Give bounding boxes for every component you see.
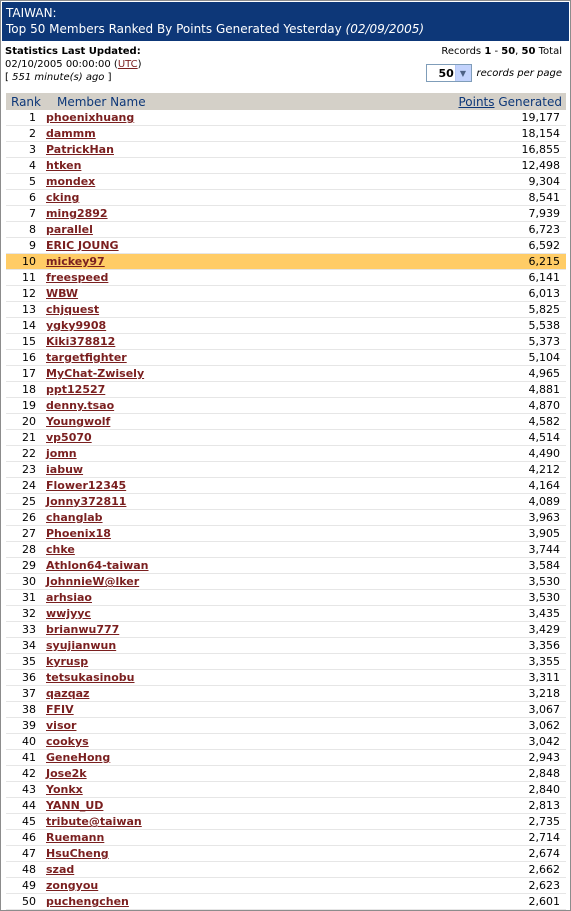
records-total: 50 xyxy=(521,46,536,57)
row-rank: 1 xyxy=(29,111,36,124)
row-points: 3,530 xyxy=(528,591,560,604)
member-name-link[interactable]: Jonny372811 xyxy=(46,495,127,508)
row-rank: 22 xyxy=(22,447,36,460)
table-row xyxy=(6,750,566,766)
row-points: 2,943 xyxy=(528,751,560,764)
row-points: 6,592 xyxy=(528,239,560,252)
table-row xyxy=(6,382,566,398)
member-name-link[interactable]: cookys xyxy=(46,735,89,748)
table-row xyxy=(6,782,566,798)
table-row xyxy=(6,734,566,750)
table-row xyxy=(6,830,566,846)
table-row xyxy=(6,574,566,590)
table-row xyxy=(6,430,566,446)
title-date: (02/09/2005) xyxy=(345,22,425,36)
row-points: 3,429 xyxy=(528,623,560,636)
row-rank: 13 xyxy=(22,303,36,316)
member-name-link[interactable]: JohnnieW@lker xyxy=(46,575,140,588)
row-points: 3,744 xyxy=(528,543,560,556)
row-points: 4,870 xyxy=(528,399,560,412)
table-row xyxy=(6,158,566,174)
records-summary: Records 1 - 50, 50 Total xyxy=(441,46,562,57)
table-row xyxy=(6,318,566,334)
stats-label: Statistics Last Updated: xyxy=(5,46,141,57)
member-name-link[interactable]: syujianwun xyxy=(46,639,117,652)
table-header xyxy=(6,93,566,110)
row-rank: 10 xyxy=(22,255,36,268)
table-row xyxy=(6,270,566,286)
member-name-link[interactable]: iabuw xyxy=(46,463,84,476)
row-rank: 9 xyxy=(29,239,36,252)
row-rank: 48 xyxy=(22,863,36,876)
row-rank: 25 xyxy=(22,495,36,508)
member-name-link[interactable]: mondex xyxy=(46,175,96,188)
table-row xyxy=(6,670,566,686)
table-row xyxy=(6,302,566,318)
row-rank: 50 xyxy=(22,895,36,908)
member-name-link[interactable]: changlab xyxy=(46,511,103,524)
row-points: 4,582 xyxy=(528,415,560,428)
row-points: 12,498 xyxy=(521,159,560,172)
row-rank: 43 xyxy=(22,783,36,796)
member-name-link[interactable]: Yonkx xyxy=(46,783,83,796)
row-points: 5,538 xyxy=(528,319,560,332)
row-rank: 29 xyxy=(22,559,36,572)
table-row xyxy=(6,766,566,782)
row-points: 6,141 xyxy=(528,271,560,284)
table-row xyxy=(6,638,566,654)
row-rank: 42 xyxy=(22,767,36,780)
col-rank: Rank xyxy=(11,94,41,109)
per-page-control xyxy=(426,64,563,82)
member-name-link[interactable]: chke xyxy=(46,543,75,556)
row-points: 6,723 xyxy=(528,223,560,236)
table-row xyxy=(6,238,566,254)
member-name-link[interactable]: ming2892 xyxy=(46,207,108,220)
table-row xyxy=(6,862,566,878)
member-name-link[interactable]: puchengchen xyxy=(46,895,129,908)
row-rank: 30 xyxy=(22,575,36,588)
row-rank: 17 xyxy=(22,367,36,380)
row-points: 3,218 xyxy=(528,687,560,700)
table-row xyxy=(6,526,566,542)
table-row xyxy=(6,798,566,814)
member-name-link[interactable]: denny.tsao xyxy=(46,399,115,412)
row-rank: 34 xyxy=(22,639,36,652)
table-row xyxy=(6,814,566,830)
row-rank: 31 xyxy=(22,591,36,604)
stats-timestamp-line: 02/10/2005 00:00:00 (UTC) xyxy=(5,59,142,70)
records-total-label: Total xyxy=(538,46,562,57)
table-row xyxy=(6,366,566,382)
row-points: 2,840 xyxy=(528,783,560,796)
row-points: 4,881 xyxy=(528,383,560,396)
row-rank: 2 xyxy=(29,127,36,140)
table-row xyxy=(6,446,566,462)
row-points: 2,623 xyxy=(528,879,560,892)
sort-points-link[interactable]: Points xyxy=(458,94,495,109)
ranking-table xyxy=(6,93,566,910)
stats-info xyxy=(5,45,142,84)
member-name-link[interactable]: htken xyxy=(46,159,82,172)
col-points xyxy=(416,95,566,109)
table-row xyxy=(6,350,566,366)
row-rank: 47 xyxy=(22,847,36,860)
member-name-link[interactable]: phoenixhuang xyxy=(46,111,135,124)
row-rank: 37 xyxy=(22,687,36,700)
title-text: Top 50 Members Ranked By Points Generated Yesterday xyxy=(6,22,342,36)
row-points: 6,215 xyxy=(528,255,560,268)
table-row xyxy=(6,334,566,350)
member-name-link[interactable]: zongyou xyxy=(46,879,99,892)
col-member-name: Member Name xyxy=(57,94,146,109)
row-rank: 6 xyxy=(29,191,36,204)
row-points: 2,662 xyxy=(528,863,560,876)
member-name-link[interactable]: jomn xyxy=(46,447,77,460)
member-name-link[interactable]: WBW xyxy=(46,287,79,300)
member-name-link[interactable]: Jose2k xyxy=(46,767,87,780)
row-rank: 12 xyxy=(22,287,36,300)
row-rank: 35 xyxy=(22,655,36,668)
member-name-link[interactable]: PatrickHan xyxy=(46,143,114,156)
member-name-link[interactable]: brianwu777 xyxy=(46,623,120,636)
table-row xyxy=(6,398,566,414)
stats-ago-line: [ 551 minute(s) ago ] xyxy=(5,72,112,83)
table-row xyxy=(6,190,566,206)
member-name-link[interactable]: cking xyxy=(46,191,80,204)
table-row xyxy=(6,894,566,910)
row-points: 2,601 xyxy=(528,895,560,908)
table-row xyxy=(6,686,566,702)
member-name-link[interactable]: mickey97 xyxy=(46,255,105,268)
per-page-value: 50 xyxy=(438,66,454,80)
row-points: 9,304 xyxy=(528,175,560,188)
member-name-link[interactable]: visor xyxy=(46,719,77,732)
row-rank: 4 xyxy=(29,159,36,172)
member-name-link[interactable]: Kiki378812 xyxy=(46,335,116,348)
member-name-link[interactable]: chjquest xyxy=(46,303,100,316)
row-points: 3,530 xyxy=(528,575,560,588)
row-rank: 14 xyxy=(22,319,36,332)
table-row xyxy=(6,286,566,302)
table-row xyxy=(6,542,566,558)
row-points: 4,514 xyxy=(528,431,560,444)
table-row xyxy=(6,494,566,510)
row-points: 4,164 xyxy=(528,479,560,492)
row-points: 2,714 xyxy=(528,831,560,844)
utc-link[interactable]: UTC xyxy=(117,59,138,70)
col-points-rest: Generated xyxy=(498,94,562,109)
row-rank: 44 xyxy=(22,799,36,812)
row-rank: 46 xyxy=(22,831,36,844)
row-points: 4,490 xyxy=(528,447,560,460)
row-rank: 19 xyxy=(22,399,36,412)
row-rank: 36 xyxy=(22,671,36,684)
table-row xyxy=(6,702,566,718)
member-name-link[interactable]: szad xyxy=(46,863,75,876)
row-rank: 16 xyxy=(22,351,36,364)
row-points: 18,154 xyxy=(521,127,560,140)
member-name-link[interactable]: YANN_UD xyxy=(46,799,104,812)
row-points: 6,013 xyxy=(528,287,560,300)
member-name-link[interactable]: kyrusp xyxy=(46,655,89,668)
row-rank: 23 xyxy=(22,463,36,476)
table-body xyxy=(6,110,566,910)
row-rank: 33 xyxy=(22,623,36,636)
row-rank: 32 xyxy=(22,607,36,620)
row-rank: 49 xyxy=(22,879,36,892)
member-name-link[interactable]: tribute@taiwan xyxy=(46,815,142,828)
row-rank: 21 xyxy=(22,431,36,444)
table-row xyxy=(6,478,566,494)
member-name-link[interactable]: Ruemann xyxy=(46,831,105,844)
row-rank: 18 xyxy=(22,383,36,396)
table-row xyxy=(6,414,566,430)
member-name-link[interactable]: ppt12527 xyxy=(46,383,106,396)
member-name-link[interactable]: Athlon64-taiwan xyxy=(46,559,149,572)
row-points: 2,848 xyxy=(528,767,560,780)
member-name-link[interactable]: arhsiao xyxy=(46,591,92,604)
table-row xyxy=(6,606,566,622)
member-name-link[interactable]: wwjyyc xyxy=(46,607,91,620)
row-rank: 40 xyxy=(22,735,36,748)
member-name-link[interactable]: Youngwolf xyxy=(46,415,111,428)
member-name-link[interactable]: ERIC JOUNG xyxy=(46,239,119,252)
row-rank: 27 xyxy=(22,527,36,540)
row-points: 19,177 xyxy=(521,111,560,124)
member-name-link[interactable]: tetsukasinobu xyxy=(46,671,135,684)
per-page-select[interactable] xyxy=(426,64,472,82)
table-row xyxy=(6,142,566,158)
row-points: 2,813 xyxy=(528,799,560,812)
row-points: 3,584 xyxy=(528,559,560,572)
row-points: 3,067 xyxy=(528,703,560,716)
stats-timestamp: 02/10/2005 00:00:00 xyxy=(5,59,111,70)
row-points: 4,089 xyxy=(528,495,560,508)
table-row xyxy=(6,590,566,606)
table-row xyxy=(6,654,566,670)
table-row xyxy=(6,622,566,638)
records-prefix: Records xyxy=(441,46,482,57)
row-points: 16,855 xyxy=(521,143,560,156)
stats-ago: 551 minute(s) ago xyxy=(12,72,105,83)
row-points: 8,541 xyxy=(528,191,560,204)
table-row xyxy=(6,126,566,142)
table-row xyxy=(6,462,566,478)
records-from: 1 xyxy=(484,46,492,57)
row-points: 3,355 xyxy=(528,655,560,668)
row-points: 3,042 xyxy=(528,735,560,748)
member-name-link[interactable]: MyChat-Zwisely xyxy=(46,367,145,380)
region-title: TAIWAN: xyxy=(6,6,57,20)
row-rank: 26 xyxy=(22,511,36,524)
member-name-link[interactable]: ygky9908 xyxy=(46,319,107,332)
member-name-link[interactable]: targetfighter xyxy=(46,351,127,364)
row-rank: 8 xyxy=(29,223,36,236)
records-to: 50 xyxy=(501,46,516,57)
row-rank: 7 xyxy=(29,207,36,220)
page-header xyxy=(2,2,569,41)
row-rank: 3 xyxy=(29,143,36,156)
row-rank: 28 xyxy=(22,543,36,556)
row-points: 3,435 xyxy=(528,607,560,620)
per-page-label: records per page xyxy=(476,67,562,79)
row-rank: 11 xyxy=(22,271,36,284)
row-rank: 45 xyxy=(22,815,36,828)
row-points: 4,212 xyxy=(528,463,560,476)
row-points: 2,735 xyxy=(528,815,560,828)
table-row xyxy=(6,174,566,190)
member-name-link[interactable]: HsuCheng xyxy=(46,847,109,860)
table-row xyxy=(6,510,566,526)
member-name-link[interactable]: dammm xyxy=(46,127,96,140)
row-points: 4,965 xyxy=(528,367,560,380)
row-points: 3,963 xyxy=(528,511,560,524)
member-name-link[interactable]: GeneHong xyxy=(46,751,111,764)
row-points: 3,311 xyxy=(528,671,560,684)
table-row xyxy=(6,206,566,222)
table-row xyxy=(6,558,566,574)
table-row xyxy=(6,718,566,734)
row-rank: 38 xyxy=(22,703,36,716)
row-points: 5,373 xyxy=(528,335,560,348)
member-name-link[interactable]: qazqaz xyxy=(46,687,90,700)
row-rank: 24 xyxy=(22,479,36,492)
member-name-link[interactable]: Phoenix18 xyxy=(46,527,111,540)
table-row xyxy=(6,110,566,126)
row-points: 3,905 xyxy=(528,527,560,540)
table-row xyxy=(6,222,566,238)
table-row xyxy=(6,846,566,862)
row-rank: 20 xyxy=(22,415,36,428)
row-points: 2,674 xyxy=(528,847,560,860)
member-name-link[interactable]: FFIV xyxy=(46,703,74,716)
table-row xyxy=(6,878,566,894)
row-rank: 41 xyxy=(22,751,36,764)
row-rank: 39 xyxy=(22,719,36,732)
member-name-link[interactable]: freespeed xyxy=(46,271,109,284)
row-points: 5,825 xyxy=(528,303,560,316)
row-rank: 15 xyxy=(22,335,36,348)
row-points: 3,062 xyxy=(528,719,560,732)
member-name-link[interactable]: vp5070 xyxy=(46,431,92,444)
row-points: 3,356 xyxy=(528,639,560,652)
row-points: 5,104 xyxy=(528,351,560,364)
member-name-link[interactable]: Flower12345 xyxy=(46,479,127,492)
page-title xyxy=(6,22,424,37)
member-name-link[interactable]: parallel xyxy=(46,223,93,236)
table-row xyxy=(6,254,566,270)
row-rank: 5 xyxy=(29,175,36,188)
row-points: 7,939 xyxy=(528,207,560,220)
chevron-down-icon[interactable]: ▼ xyxy=(455,65,471,81)
